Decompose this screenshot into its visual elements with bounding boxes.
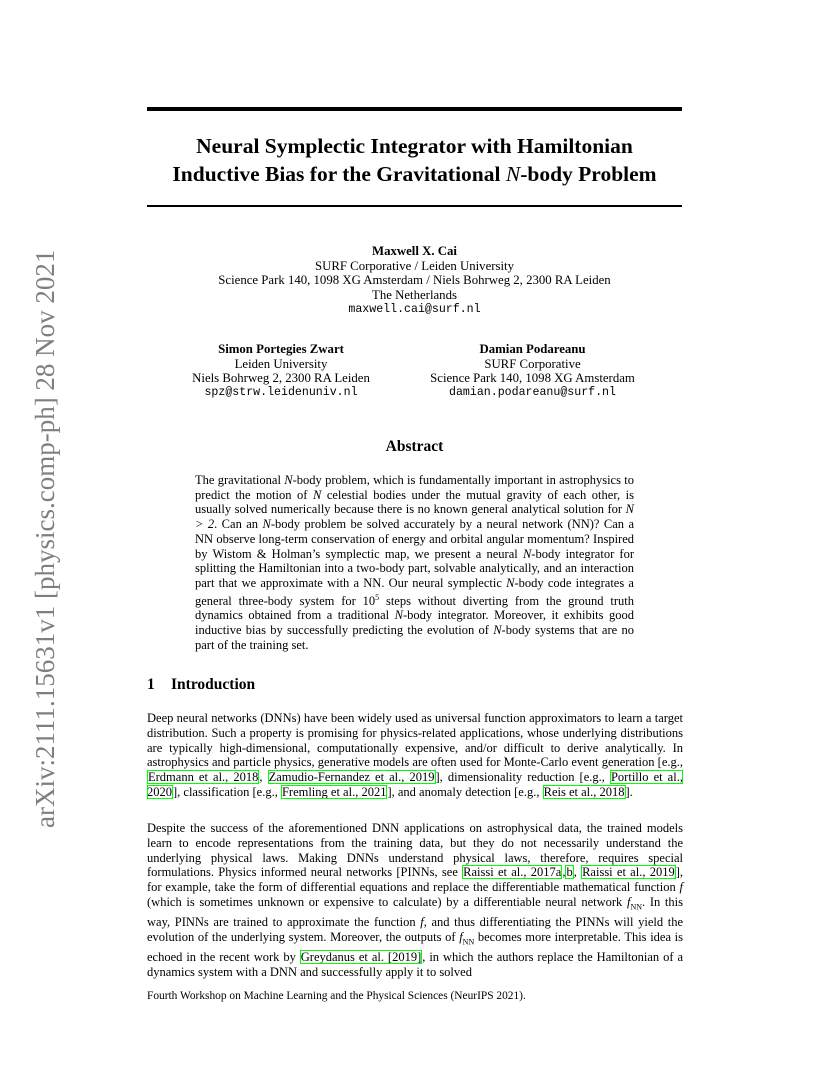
title-bottom-rule (147, 205, 682, 207)
intro-paragraph-2: Despite the success of the aforementioned DNN applications on astrophysical data, the trained models learn to encode representations from the training data, but they do not necessarily understand the underlying physical laws. Making DNNs understand physical laws, therefore, requires special formulations. Physics informed neural networks [PINNs, see Raissi et al., 2017a,b, Raissi et al., 2019], for example, take the form of differential equations and replace the differentiable mathematical function f (which is sometimes unknown or expensive to calculate) by a differentiable neural network $f_{NN}$. In this way, PINNs are trained to approximate the function f, and thus differentiating the PINNs will yield the evolution of the underlying system. Moreover, the outputs of $f_{NN}$ becomes more interpretable. This idea is echoed in the recent work by Greydanus et al. [2019], in which the authors replace the Hamiltonian of a dynamics system with a DNN and successfully apply it to solved (147, 821, 684, 980)
citation-link[interactable]: b (566, 865, 573, 880)
intro-paragraph-1: Deep neural networks (DNNs) have been widely used as universal function approximators to learn a target distribution. Such a property is promising for physics-related applications, whose underlying distributions are typically high-dimensional, computationally expensive, and/or difficult to derive analytically. In astrophysics and particle physics, generative models are often used for Monte-Carlo event generation [e.g., Erdmann et al., 2018, Zamudio-Fernandez et al., 2019], dimensionality reduction [e.g., Portillo et al., 2020], classification [e.g., Fremling et al., 2021], and anomaly detection [e.g., Reis et al., 2018]. (147, 711, 683, 799)
author-email[interactable]: damian.podareanu@surf.nl (449, 386, 616, 400)
citation-link[interactable]: Raissi et al., 2017a (463, 865, 562, 880)
author-address: Niels Bohrweg 2, 2300 RA Leiden (192, 371, 370, 386)
author-name: Damian Podareanu (479, 342, 586, 356)
page-footer: Fourth Workshop on Machine Learning and the Physical Sciences (NeurIPS 2021). (147, 990, 526, 1002)
citation-link[interactable]: Greydanus et al. [2019] (300, 950, 422, 965)
section-heading-introduction (147, 676, 255, 694)
author-name: Maxwell X. Cai (372, 244, 457, 258)
author-block-2 (170, 342, 392, 401)
author-country: The Netherlands (372, 288, 457, 303)
author-affiliation: SURF Corporative (484, 356, 581, 371)
title-top-rule (147, 107, 682, 111)
citation-link[interactable]: Reis et al., 2018 (543, 784, 625, 799)
citation-link[interactable]: Raissi et al., 2019 (582, 865, 675, 880)
section-title: Introduction (171, 676, 256, 693)
author-affiliation: Leiden University (234, 356, 328, 371)
author-block-3 (410, 342, 655, 401)
arxiv-identifier (18, 238, 66, 828)
author-block-1 (147, 244, 682, 318)
arxiv-identifier-text: arXiv:2111.15631v1 [physics.comp-ph] 28 Nov 2021 (30, 249, 60, 828)
author-affiliation: SURF Corporative / Leiden University (314, 258, 515, 273)
section-number: 1 (147, 676, 155, 693)
author-address: Science Park 140, 1098 XG Amsterdam (430, 371, 635, 386)
abstract-heading: Abstract (385, 438, 444, 455)
citation-link[interactable]: Erdmann et al., 2018 (148, 770, 259, 785)
paper-title (147, 132, 682, 188)
author-address: Science Park 140, 1098 XG Amsterdam / Niels Bohrweg 2, 2300 RA Leiden (218, 273, 611, 288)
citation-link[interactable]: Zamudio-Fernandez et al., 2019 (268, 770, 435, 785)
author-name: Simon Portegies Zwart (218, 342, 344, 356)
abstract-body: The gravitational N-body problem, which is fundamentally important in astrophysics to predict the motion of N celestial bodies under the mutual gravity of each other, is usually solved numerically because there is no known general analytical solution for N > 2. Can an N-body problem be solved accurately by a neural network (NN)? Can a NN observe long-term conservation of energy and orbital angular momentum? Inspired by Wistom & Holman’s symplectic map, we present a neural N-body integrator for splitting the Hamiltonian into a two-body part, solvable analytically, and an interaction part that we approximate with a NN. Our neural symplectic N-body code integrates a general three-body system for $10^5$ steps without diverting from the ground truth dynamics obtained from a traditional N-body integrator. Moreover, it exhibits good inductive bias by successfully predicting the evolution of N-body systems that are no part of the training set. (195, 473, 635, 652)
title-line-2: Inductive Bias for the Gravitational N-body Problem (172, 162, 657, 186)
citation-link[interactable]: Fremling et al., 2021 (281, 784, 387, 799)
title-line-1: Neural Symplectic Integrator with Hamiltonian (196, 134, 633, 158)
citation-link[interactable]: Portillo et al., 2020 (147, 770, 683, 799)
author-email[interactable]: maxwell.cai@surf.nl (348, 302, 481, 316)
author-email[interactable]: spz@strw.leidenuniv.nl (204, 386, 358, 400)
